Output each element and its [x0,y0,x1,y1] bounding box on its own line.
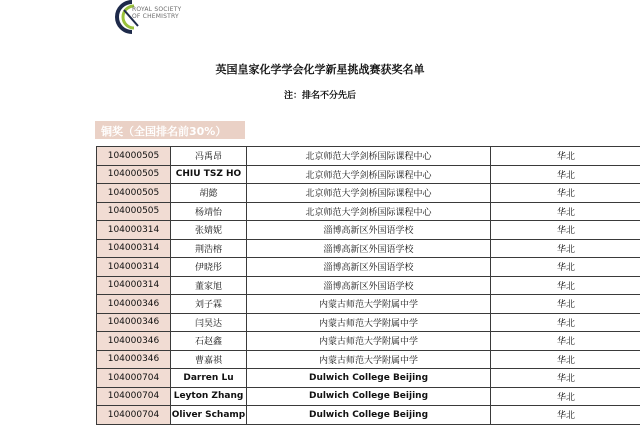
row-id-cell: 104000505 [97,184,171,203]
row-id-cell: 104000704 [97,406,171,425]
row-id-cell: 104000704 [97,369,171,388]
table-row [97,332,640,351]
table-row [97,202,640,221]
table-row [97,406,640,425]
row-region-cell: 华北 [491,202,640,221]
row-id-cell: 104000505 [97,147,171,166]
row-region-cell: 华北 [491,387,640,406]
row-school-cell: 淄博高新区外国语学校 [247,239,491,258]
row-school-cell: 北京师范大学剑桥国际课程中心 [247,202,491,221]
table-row [97,350,640,369]
row-name-cell: Oliver Schamp [171,406,247,425]
row-id-cell: 104000314 [97,276,171,295]
row-school-cell: 北京师范大学剑桥国际课程中心 [247,165,491,184]
row-region-cell: 华北 [491,313,640,332]
row-region-cell: 华北 [491,276,640,295]
row-region-cell: 华北 [491,165,640,184]
row-id-cell: 104000314 [97,239,171,258]
table-row [97,276,640,295]
page-bottom-edge [0,425,640,430]
row-region-cell: 华北 [491,369,640,388]
award-table-body [97,147,640,425]
row-id-cell: 104000704 [97,387,171,406]
row-name-cell: 伊晓彤 [171,258,247,277]
row-school-cell: Dulwich College Beijing [247,387,491,406]
row-name-cell: Leyton Zhang [171,387,247,406]
row-region-cell: 华北 [491,239,640,258]
row-name-cell: 曹嘉祺 [171,350,247,369]
row-name-cell: 胡懿 [171,184,247,203]
row-id-cell: 104000314 [97,221,171,240]
row-region-cell: 华北 [491,350,640,369]
table-row [97,239,640,258]
logo-line-1: ROYAL SOCIETY [132,6,182,13]
row-name-cell: 刘子霖 [171,295,247,314]
row-id-cell: 104000346 [97,295,171,314]
row-id-cell: 104000346 [97,313,171,332]
table-row [97,313,640,332]
row-school-cell: Dulwich College Beijing [247,369,491,388]
row-school-cell: 北京师范大学剑桥国际课程中心 [247,184,491,203]
row-id-cell: 104000314 [97,258,171,277]
row-region-cell: 华北 [491,147,640,166]
row-region-cell: 华北 [491,221,640,240]
row-school-cell: Dulwich College Beijing [247,406,491,425]
row-school-cell: 内蒙古师范大学附属中学 [247,313,491,332]
table-row [97,147,640,166]
table-row [97,369,640,388]
row-name-cell: 石赵鑫 [171,332,247,351]
row-school-cell: 淄博高新区外国语学校 [247,221,491,240]
row-school-cell: 内蒙古师范大学附属中学 [247,295,491,314]
row-school-cell: 内蒙古师范大学附属中学 [247,350,491,369]
row-name-cell: 荆浩榕 [171,239,247,258]
row-name-cell: 张婧妮 [171,221,247,240]
row-name-cell: Darren Lu [171,369,247,388]
row-id-cell: 104000505 [97,165,171,184]
row-id-cell: 104000505 [97,202,171,221]
logo-line-2: OF CHEMISTRY [132,13,179,20]
table-row [97,184,640,203]
table-row [97,258,640,277]
row-name-cell: 冯禹昂 [171,147,247,166]
row-region-cell: 华北 [491,332,640,351]
row-region-cell: 华北 [491,184,640,203]
row-name-cell: 杨靖怡 [171,202,247,221]
row-school-cell: 内蒙古师范大学附属中学 [247,332,491,351]
row-school-cell: 淄博高新区外国语学校 [247,276,491,295]
row-school-cell: 淄博高新区外国语学校 [247,258,491,277]
section-label: 铜奖（全国排名前30%） [101,125,227,138]
row-name-cell: CHIU TSZ HO [171,165,247,184]
page-title: 英国皇家化学学会化学新星挑战赛获奖名单 [215,63,425,76]
award-table [96,146,640,425]
ranking-note: 注：排名不分先后 [283,91,356,101]
row-name-cell: 闫昊达 [171,313,247,332]
table-row [97,387,640,406]
table-row [97,295,640,314]
row-id-cell: 104000346 [97,332,171,351]
row-school-cell: 北京师范大学剑桥国际课程中心 [247,147,491,166]
row-region-cell: 华北 [491,258,640,277]
row-id-cell: 104000346 [97,350,171,369]
logo-wordmark [132,6,181,20]
row-region-cell: 华北 [491,295,640,314]
table-row [97,221,640,240]
row-region-cell: 华北 [491,406,640,425]
table-row [97,165,640,184]
row-name-cell: 董家旭 [171,276,247,295]
